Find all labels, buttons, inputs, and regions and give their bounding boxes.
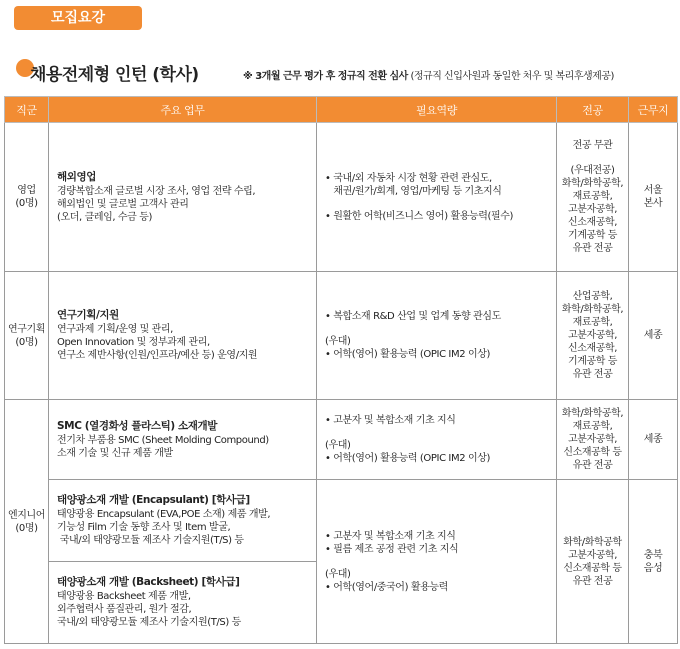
page-title: 채용전제형 인턴 (학사): [30, 65, 199, 85]
duty-line: 기능성 Film 기술 동향 조사 및 Item 발굴,: [57, 522, 231, 533]
major-line: 기계공학 등: [567, 356, 618, 367]
requirement-line: (우대): [325, 568, 351, 580]
location-line: 충북: [643, 549, 663, 561]
duty-line: 소재 기술 및 신규 제품 개발: [57, 447, 173, 459]
duty-title: 연구기획/지원: [57, 309, 119, 321]
major-line: 재료공학,: [572, 317, 613, 328]
requirement-cell: [317, 123, 557, 272]
requirement-line: (우대): [325, 440, 351, 451]
major-cell: [557, 400, 629, 480]
col-header-duties: 주요 업무: [49, 97, 317, 123]
major-cell: [557, 480, 629, 644]
duty-line: 전기차 부품용 SMC (Sheet Molding Compound): [57, 434, 269, 446]
location-cell: [629, 123, 678, 272]
duty-title: 태양광소재 개발 (Encapsulant) [학사급]: [57, 494, 250, 506]
major-line: 전공 무관: [572, 140, 613, 151]
major-line: 신소재공학,: [567, 343, 618, 354]
major-line: 신소재공학 등: [563, 562, 622, 574]
table-row: [5, 272, 678, 400]
requirement-cell: [317, 272, 557, 400]
major-cell: [557, 272, 629, 400]
table-row: [5, 480, 678, 562]
group-name: 영업: [17, 185, 36, 196]
location-line: 음성: [643, 562, 663, 574]
duty-line: 태양광용 Backsheet 제품 개발,: [57, 591, 191, 602]
table-row: [5, 123, 678, 272]
major-line: 고분자공학,: [567, 204, 618, 215]
requirement-line: • 필름 제조 공정 관련 기초 지식: [325, 543, 459, 555]
duty-line: 태양광용 Encapsulant (EVA,POE 소재) 제품 개발,: [57, 509, 271, 520]
requirement-line: • 국내/외 자동차 시장 현황 관련 관심도,: [325, 172, 492, 184]
duty-title: SMC (열경화성 플라스틱) 소재개발: [57, 419, 217, 432]
group-count: (0명): [15, 522, 38, 534]
requirement-line: • 어학(영어) 활용능력 (OPIC IM2 이상): [325, 349, 490, 360]
group-name: 연구기획: [7, 323, 46, 335]
group-cell: [5, 400, 49, 644]
location-line: 본사: [643, 198, 663, 209]
recruitment-table: [4, 96, 678, 644]
major-line: 신소재공학,: [567, 217, 618, 228]
major-line: 산업공학,: [572, 291, 613, 302]
major-line: 유관 전공: [572, 243, 613, 254]
duty-cell: [49, 272, 317, 400]
major-line: 화학/화학공학,: [561, 304, 624, 315]
group-cell: [5, 123, 49, 272]
table-row: [5, 400, 678, 480]
major-cell: [557, 123, 629, 272]
col-header-group: 직군: [5, 97, 49, 123]
requirement-cell: [317, 400, 557, 480]
requirement-line: • 원활한 어학(비즈니스 영어) 활용능력(필수): [325, 210, 514, 222]
major-line: 재료공학,: [572, 421, 613, 432]
duty-line: 해외법인 및 글로벌 고객사 관리: [57, 198, 189, 210]
major-line: 화학/화학공학: [563, 536, 622, 548]
requirement-line: • 고분자 및 복합소재 기초 지식: [325, 530, 456, 542]
duty-line: Open Innovation 및 정부과제 관리,: [57, 337, 210, 348]
location-cell: [629, 480, 678, 644]
duty-line: 연구소 제반사항(인원/인프라/예산 등) 운영/지원: [57, 350, 258, 361]
major-line: 재료공학,: [572, 191, 613, 202]
col-header-major: 전공: [557, 97, 629, 123]
duty-line: 국내/외 태양광모듈 제조사 기술지원(T/S) 등: [57, 617, 241, 628]
requirement-cell: [317, 480, 557, 644]
group-cell: [5, 272, 49, 400]
section-badge: 모집요강: [14, 6, 142, 30]
duty-line: (오더, 클레임, 수금 등): [57, 211, 152, 223]
major-line: 고분자공학,: [567, 330, 618, 341]
major-line: 유관 전공: [572, 369, 613, 380]
requirement-line: • 어학(영어/중국어) 활용능력: [325, 581, 448, 593]
duty-cell: [49, 400, 317, 480]
requirement-line: (우대): [325, 336, 351, 347]
duty-title: 해외영업: [57, 170, 96, 183]
duty-cell: [49, 562, 317, 644]
major-line: (우대전공): [570, 165, 615, 176]
major-line: 신소재공학 등: [563, 447, 622, 458]
group-count: (0명): [15, 198, 38, 209]
major-line: 화학/화학공학,: [561, 408, 624, 419]
location-cell: [629, 272, 678, 400]
duty-line: 국내/외 태양광모듈 제조사 기술지원(T/S) 등: [57, 535, 244, 546]
table-header-row: [5, 97, 678, 123]
duty-line: 외주협력사 품질관리, 원가 절감,: [57, 604, 192, 615]
note-bold: ※ 3개월 근무 평가 후 정규직 전환 심사: [243, 71, 408, 82]
location-line: 서울: [643, 185, 663, 196]
major-line: 기계공학 등: [567, 230, 618, 241]
group-count: (0명): [15, 336, 38, 348]
duty-cell: [49, 123, 317, 272]
requirement-line: • 복합소재 R&D 산업 및 업계 동향 관심도: [325, 311, 501, 322]
major-line: 고분자공학,: [567, 549, 618, 561]
note-rest: (정규직 신입사원과 동일한 처우 및 복리후생제공): [407, 71, 614, 82]
duty-line: 연구과제 기획/운영 및 관리,: [57, 324, 173, 335]
requirement-line: • 어학(영어) 활용능력 (OPIC IM2 이상): [325, 453, 490, 464]
col-header-location: 근무지: [629, 97, 678, 123]
group-name: 엔지니어: [7, 509, 46, 521]
conversion-note: [243, 67, 614, 82]
col-header-requirements: 필요역량: [317, 97, 557, 123]
duty-cell: [49, 480, 317, 562]
major-line: 유관 전공: [572, 460, 613, 471]
duty-title: 태양광소재 개발 (Backsheet) [학사급]: [57, 576, 240, 588]
requirement-line: • 고분자 및 복합소재 기초 지식: [325, 415, 456, 426]
requirement-line: 채권/원가/회계, 영업/마케팅 등 기초지식: [325, 185, 502, 197]
major-line: 고분자공학,: [567, 434, 618, 445]
duty-line: 경량복합소재 글로벌 시장 조사, 영업 전략 수립,: [57, 185, 256, 197]
location-cell: [629, 400, 678, 480]
major-line: 유관 전공: [572, 575, 613, 587]
location-line: 세종: [643, 330, 663, 341]
location-line: 세종: [643, 434, 663, 445]
major-line: 화학/화학공학,: [561, 178, 624, 189]
